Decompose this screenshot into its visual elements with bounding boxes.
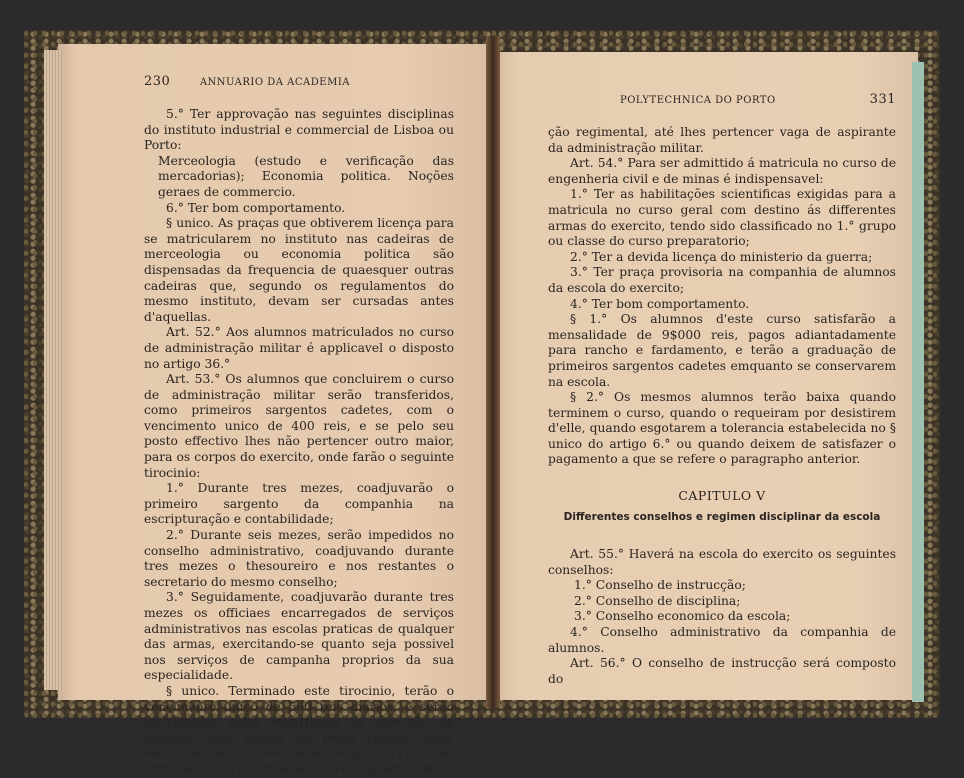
page-edges: [44, 50, 62, 690]
paragraph: Merceologia (estudo e verificação das mercadorias); Economia politica. Noções geraes de commercio.: [158, 153, 454, 199]
paragraph: 3.° Seguidamente, coadjuvarão durante tres mezes os officiaes encarregados de serviços administrativos nas escolas praticas de qualquer das armas, exercitando-se quanto seja possivel nos serviços de campanha proprios da sua especialidade.: [144, 590, 454, 683]
paragraph: 2.° Conselho de disciplina;: [574, 593, 741, 608]
left-body-text: [144, 107, 454, 778]
book-spine: [486, 36, 500, 708]
chapter-heading: CAPITULO V: [678, 488, 766, 504]
page-number-right: 331: [869, 92, 896, 107]
paragraph: Art. 56.° O conselho de instrucção será composto do: [548, 656, 896, 686]
paragraph: 1.° Ter as habilitações scientificas exigidas para a matricula no curso geral com destino ás differentes armas do exercito, tendo sido classificado no 1.° grupo ou classe do curso preparatorio;: [548, 187, 896, 249]
running-head-right: POLYTECHNICA DO PORTO: [620, 95, 776, 106]
paragraph: 6.° Ter bom comportamento.: [166, 200, 346, 215]
page-number-left: 230: [144, 74, 171, 89]
paragraph: 2.° Durante seis mezes, serão impedidos no conselho administrativo, coadjuvando durante tres mezes o thesoureiro e nos restantes o secretario do mesmo conselho;: [144, 528, 454, 589]
right-body-text: [548, 125, 896, 468]
paragraph: 5.° Ter approvação nas seguintes disciplinas do instituto industrial e commercial de Lisboa ou Porto:: [144, 107, 454, 153]
paragraph: Art. 55.° Haverá na escola do exercito os seguintes conselhos:: [548, 547, 896, 577]
right-running-head: [548, 92, 896, 107]
paragraph: 1.° Durante tres mezes, coadjuvarão o primeiro sargento da companhia na escripturação e contabilidade;: [144, 481, 454, 527]
paragraph: 3.° Conselho economico da escola;: [574, 609, 791, 624]
paragraph: Art. 53.° Os alumnos que concluirem o curso de administração militar serão transferidos, como primeiros sargentos cadetes, com o vencimento unico de 400 reis, e se pelo seu posto effectivo lhes não pertencer outro maior, para os corpos do exercito, onde farão o seguinte tirocinio:: [144, 372, 454, 480]
running-head-left: ANNUARIO DA ACADEMIA: [199, 77, 350, 88]
paragraph: 3.° Ter praça provisoria na companhia de alumnos da escola do exercito;: [548, 265, 896, 295]
paragraph: 1.° Conselho de instrucção;: [574, 578, 746, 593]
right-body-text-bottom: [548, 547, 896, 687]
paragraph: ção regimental, até lhes pertencer vaga de aspirante da administração militar.: [548, 125, 896, 155]
page-edge-green: [912, 62, 924, 702]
paragraph: § 2.° Os mesmos alumnos terão baixa quando terminem o curso, quando o requeiram por desistirem d'elle, quando esgotarem a tolerancia estabelecida no § unico do artigo 6.° ou quando deixem de satisfazer o pagamento a que se refere o paragrapho anterior.: [548, 390, 896, 467]
paragraph: § 1.° Os alumnos d'este curso satisfarão a mensalidade de 9$000 reis, pagos adiantadamente para rancho e fardamento, e terão a graduação de primeiros sargentos cadetes emquanto se conservarem na escola.: [548, 312, 896, 389]
paragraph: Art. 52.° Aos alumnos matriculados no curso de administração militar é applicavel o disposto no artigo 36.°: [144, 325, 454, 371]
left-running-head: [144, 74, 454, 89]
paragraph: § unico. As praças que obtiverem licença para se matricularem no instituto nas cadeiras de merceologia ou economia politica são dispensadas da frequencia de quaesquer outras cadeiras que, segundo os regulamentos do mesmo instituto, devam ser cursadas antes d'aquellas.: [144, 216, 454, 324]
paragraph: 4.° Conselho administrativo da companhia de alumnos.: [548, 625, 896, 655]
paragraph: 4.° Ter bom comportamento.: [570, 296, 750, 311]
left-page: [58, 44, 490, 776]
right-page: [498, 52, 918, 700]
chapter-subtitle: Differentes conselhos e regimen disciplinar da escola: [563, 511, 881, 524]
paragraph: § unico. Terminado este tirocinio, terão o vencimento unico de 500 reis diarios, e serão distribuidos pelas repartições da direcção da administração militar ou pelos corpos, onde exercerão as funcções de secretario do conselho administrativo e outras auxiliares, da administra-: [144, 683, 454, 776]
paragraph: Art. 54.° Para ser admittido á matricula no curso de engenheria civil e de minas é indispensavel:: [548, 156, 896, 186]
paragraph: 2.° Ter a devida licença do ministerio da guerra;: [570, 249, 873, 264]
